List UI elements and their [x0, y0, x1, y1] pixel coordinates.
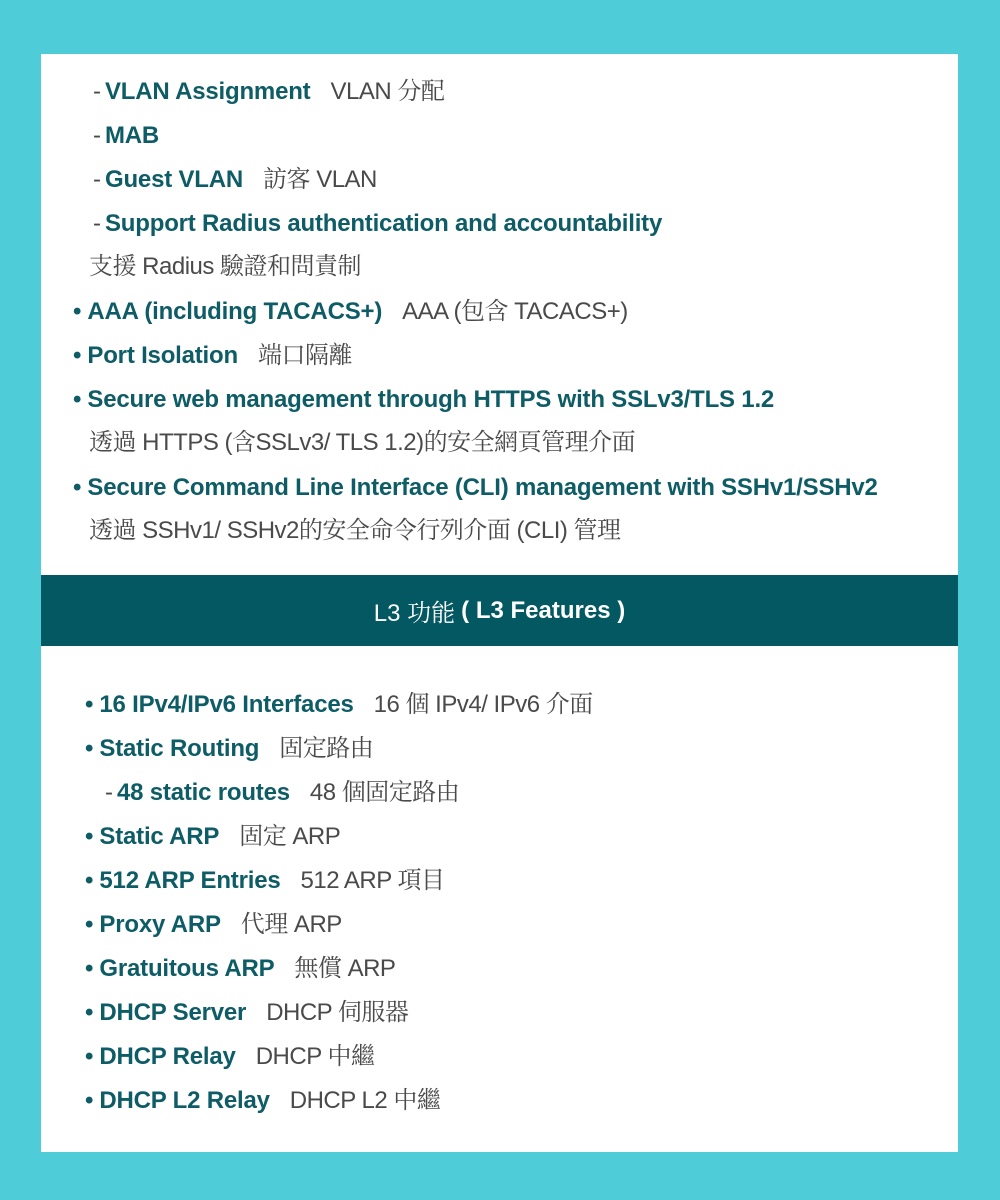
- list-item-port-isolation: [73, 341, 352, 371]
- bullet-icon: •: [85, 1043, 94, 1070]
- list-item-proxy-arp: [85, 910, 342, 940]
- bullet-icon: •: [73, 298, 82, 325]
- bullet-icon: •: [85, 867, 94, 894]
- list-item-dhcp-relay: [85, 1042, 374, 1072]
- item-label-en: VLAN Assignment: [105, 78, 311, 105]
- item-label-zh: 512 ARP 項目: [300, 867, 445, 894]
- bullet-icon: •: [85, 955, 94, 982]
- bullet-icon: •: [85, 999, 94, 1026]
- section-header-l3-features: [41, 575, 958, 646]
- item-marker: -: [105, 779, 113, 806]
- item-label-en: Gratuitous ARP: [99, 955, 275, 982]
- item-label-zh: DHCP 中繼: [255, 1043, 375, 1070]
- item-label-en: DHCP Relay: [99, 1043, 236, 1070]
- item-label-en: Support Radius authentication and accountability: [105, 210, 663, 237]
- item-marker: -: [93, 166, 101, 193]
- item-label-en: DHCP Server: [99, 999, 247, 1026]
- item-label-en: 16 IPv4/IPv6 Interfaces: [99, 691, 354, 718]
- item-label-en: Guest VLAN: [105, 166, 244, 193]
- bullet-icon: •: [85, 823, 94, 850]
- item-label-zh: AAA (包含 TACACS+): [402, 298, 628, 325]
- item-label-zh: 訪客 VLAN: [263, 166, 377, 193]
- item-label-zh: DHCP 伺服器: [266, 999, 409, 1026]
- list-item-radius-zh: [89, 252, 361, 282]
- item-label-en: AAA (including TACACS+): [87, 298, 383, 325]
- item-label-zh: 固定 ARP: [239, 823, 341, 850]
- list-item-dhcp-l2-relay: [85, 1086, 440, 1116]
- item-label-zh: 代理 ARP: [240, 911, 342, 938]
- list-item-vlan-assignment: [93, 77, 444, 107]
- list-item-https-zh: [89, 428, 635, 458]
- item-label-en: Port Isolation: [87, 342, 238, 369]
- item-label-zh: 透過 SSHv1/ SSHv2的安全命令行列介面 (CLI) 管理: [89, 517, 621, 544]
- item-label-zh: 48 個固定路由: [309, 779, 460, 806]
- item-marker: -: [93, 210, 101, 237]
- item-label-zh: DHCP L2 中繼: [289, 1087, 441, 1114]
- item-marker: -: [93, 122, 101, 149]
- list-item-dhcp-server: [85, 998, 408, 1028]
- item-label-zh: 固定路由: [279, 735, 374, 762]
- bullet-icon: •: [85, 691, 94, 718]
- item-label-en: Secure Command Line Interface (CLI) management with SSHv1/SSHv2: [87, 474, 878, 501]
- list-item-guest-vlan: [93, 165, 377, 195]
- list-item-radius: [93, 209, 662, 239]
- item-label-zh: 無償 ARP: [294, 955, 396, 982]
- list-item-ip-interfaces: [85, 690, 593, 720]
- item-label-en: Secure web management through HTTPS with SSLv3/TLS 1.2: [87, 386, 775, 413]
- section-header-zh: L3 功能: [373, 600, 456, 627]
- feature-card: [41, 54, 958, 1152]
- bullet-icon: •: [85, 911, 94, 938]
- item-label-zh: 支援 Radius 驗證和問責制: [89, 253, 362, 280]
- list-item-static-routing: [85, 734, 373, 764]
- section-header-en: ( L3 Features ): [461, 596, 626, 624]
- bullet-icon: •: [85, 735, 94, 762]
- item-label-en: Proxy ARP: [99, 911, 221, 938]
- list-item-cli: [73, 473, 878, 503]
- list-item-mab: [93, 121, 159, 151]
- item-label-en: DHCP L2 Relay: [99, 1087, 270, 1114]
- list-item-static-routes: [105, 778, 459, 808]
- item-label-en: 48 static routes: [117, 779, 290, 806]
- list-item-cli-zh: [89, 516, 621, 546]
- bullet-icon: •: [73, 386, 82, 413]
- item-label-en: 512 ARP Entries: [99, 867, 281, 894]
- item-label-zh: 端口隔離: [257, 342, 352, 369]
- item-label-zh: VLAN 分配: [330, 78, 445, 105]
- item-label-zh: 16 個 IPv4/ IPv6 介面: [373, 691, 593, 718]
- bullet-icon: •: [73, 474, 82, 501]
- list-item-static-arp: [85, 822, 340, 852]
- list-item-aaa: [73, 297, 628, 327]
- item-label-en: Static ARP: [99, 823, 220, 850]
- item-label-zh: 透過 HTTPS (含SSLv3/ TLS 1.2)的安全網頁管理介面: [89, 429, 636, 456]
- item-label-en: Static Routing: [99, 735, 260, 762]
- list-item-arp-entries: [85, 866, 444, 896]
- item-label-en: MAB: [105, 122, 160, 149]
- list-item-gratuitous-arp: [85, 954, 395, 984]
- bullet-icon: •: [85, 1087, 94, 1114]
- item-marker: -: [93, 78, 101, 105]
- list-item-https: [73, 385, 774, 415]
- bullet-icon: •: [73, 342, 82, 369]
